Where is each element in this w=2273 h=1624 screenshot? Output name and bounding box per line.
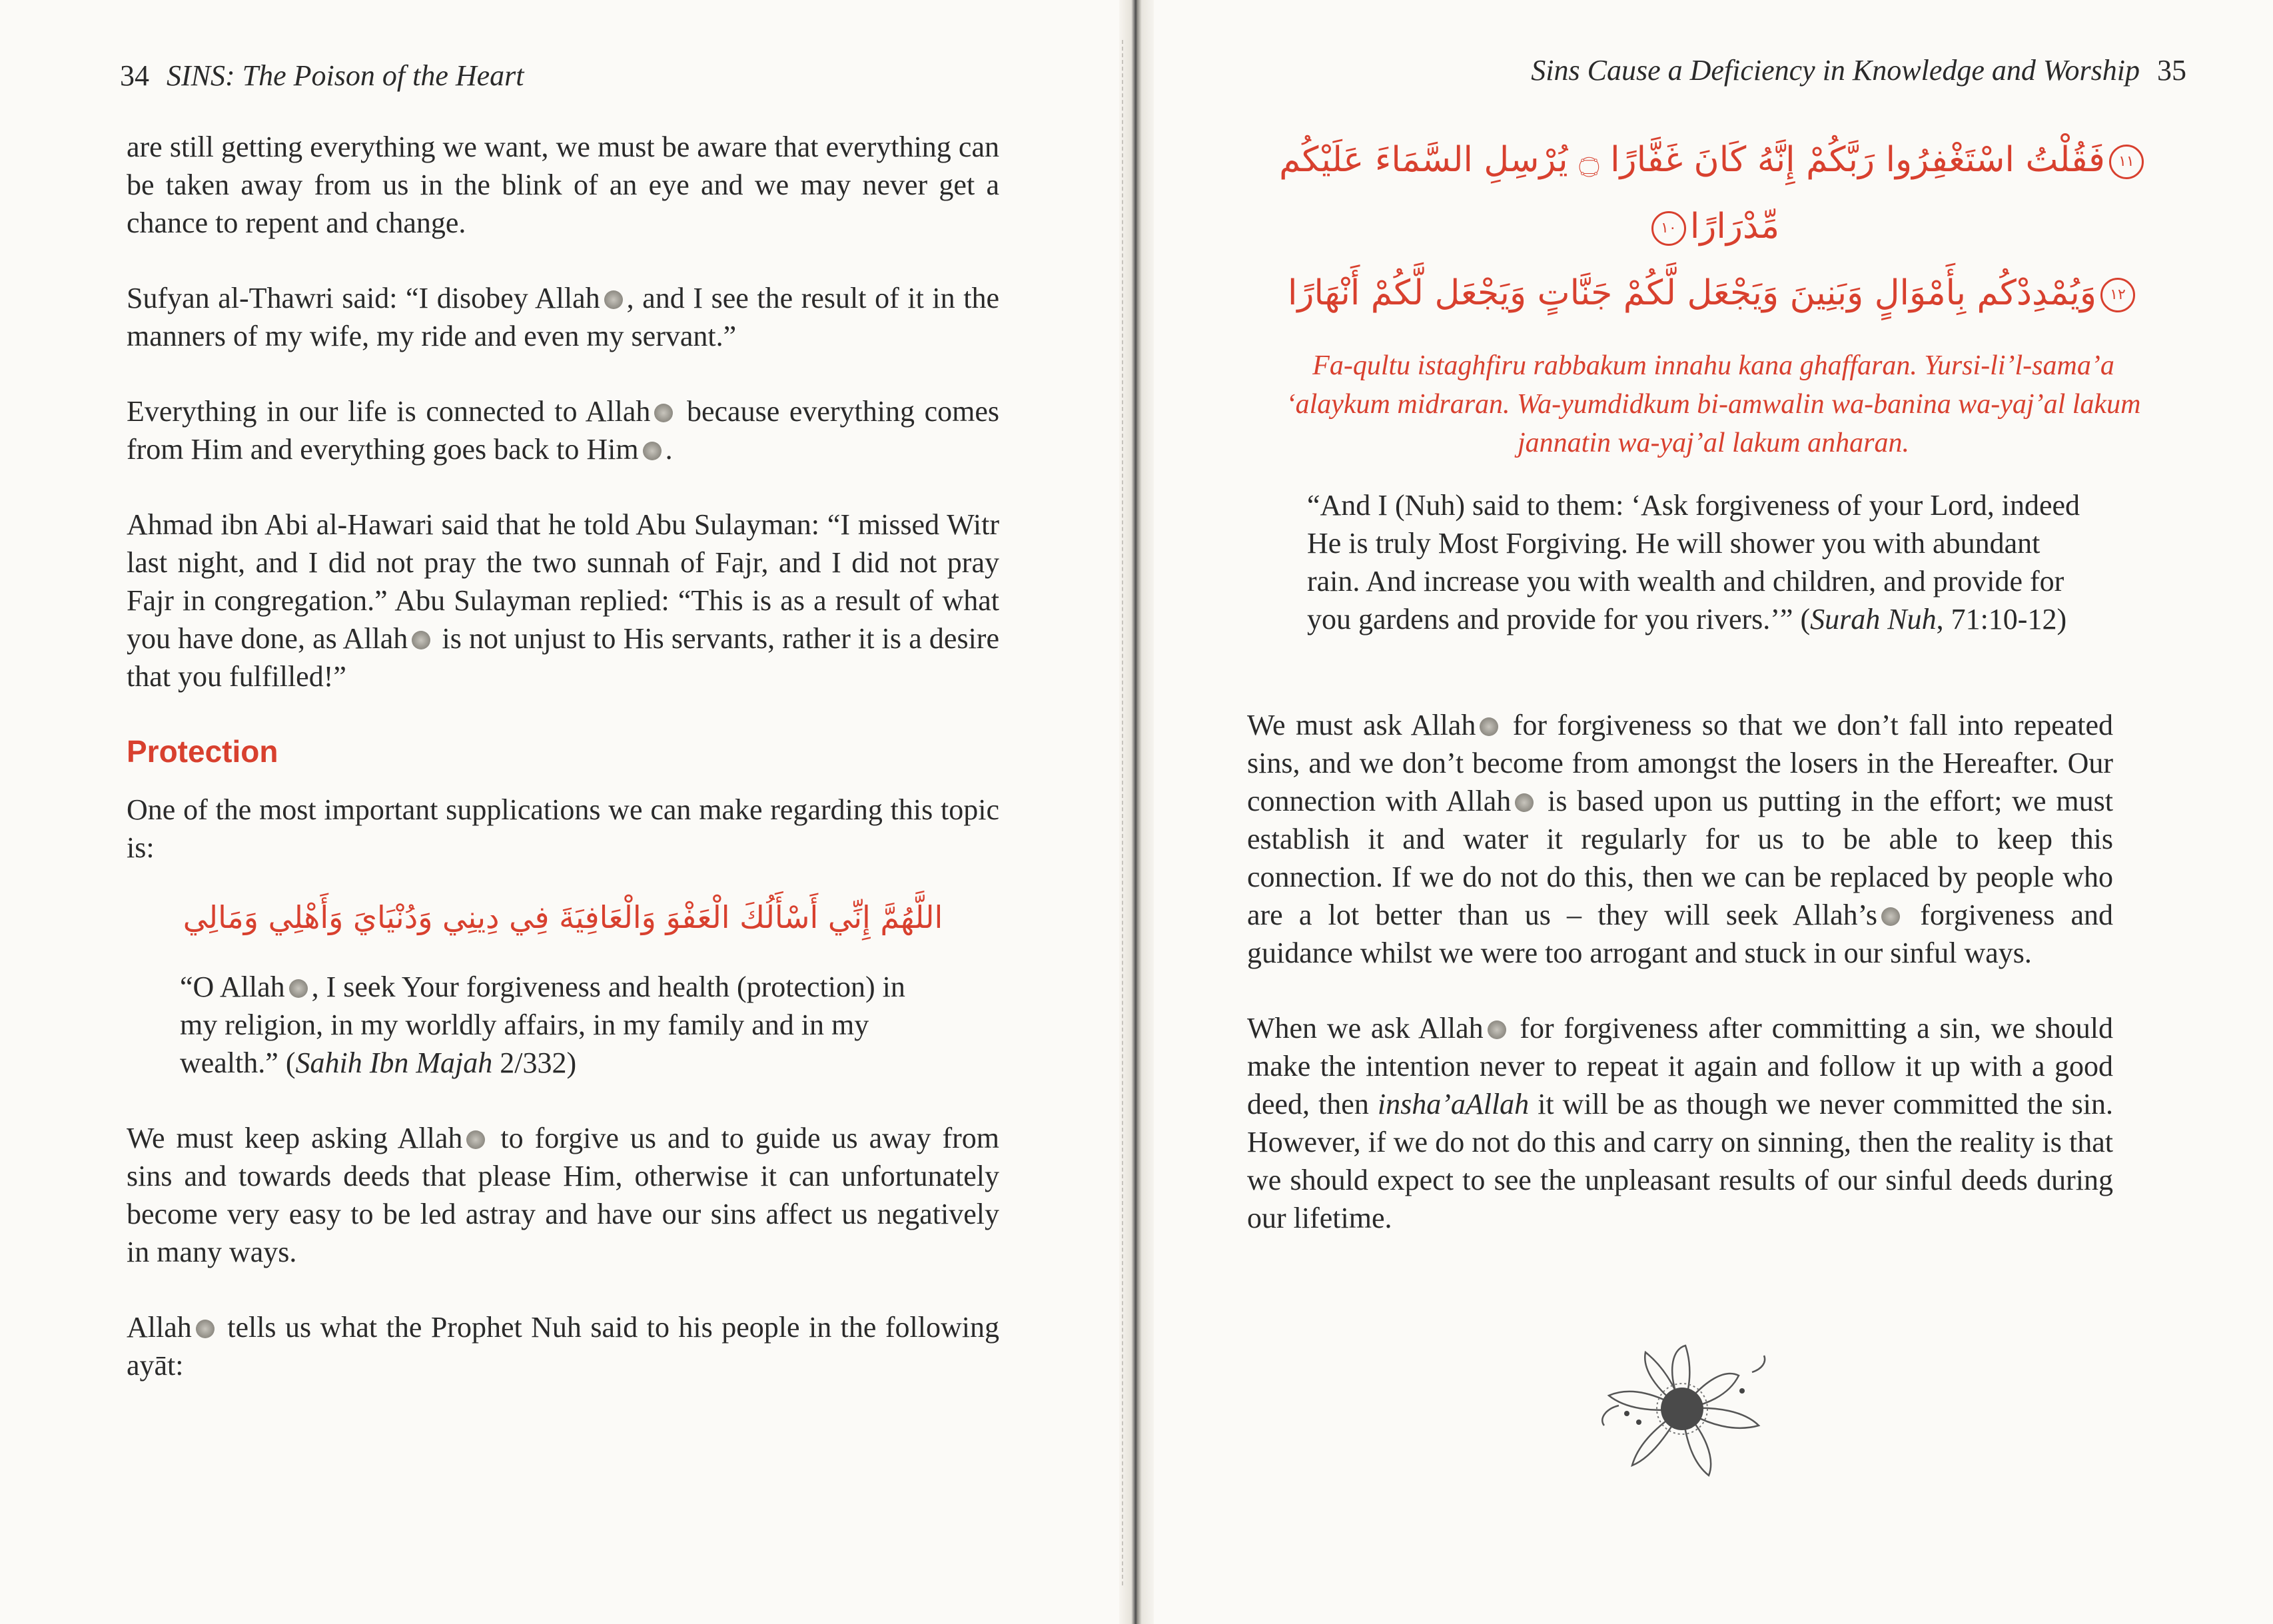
gutter-stitching — [1122, 40, 1124, 1585]
book-gutter — [1119, 0, 1154, 1624]
ayah-number-11: ١١ — [2109, 145, 2144, 179]
transliteration: Fa-qultu istaghfiru rabbakum innahu kana ghaffaran. Yursi-li’l-sama’a ‘alaykum midraran. Wa-yumdidkum bi-amwalin wa-banina wa-yaj’al lakum jannatin wa-yaj’al lakum anharan. — [1286, 350, 2141, 458]
left-paragraph-5: One of the most important supplications we can make regarding this topic is: — [127, 793, 999, 864]
ayah-line-1: ١١فَقُلْتُ اسْتَغْفِرُوا رَبَّكُمْ إِنَّهُ كَانَ غَفَّارًا ۝ يُرْسِلِ السَّمَاءَ عَلَيْكُم مِّدْرَارًا١٠ — [1254, 127, 2173, 260]
left-running-head — [120, 59, 524, 93]
honorific-icon — [654, 404, 673, 422]
left-page — [0, 0, 1133, 1624]
dua-source: Sahih Ibn Majah — [295, 1046, 493, 1079]
left-paragraph-6: We must keep asking Allah to forgive us and to guide us away from sins and towards deeds that please Him, otherwise it can unfortunately become very easy to be led astray and have our sins affect us negatively in many ways. — [127, 1122, 999, 1268]
right-chapter-title: Sins Cause a Deficiency in Knowledge and Worship — [1531, 54, 2140, 87]
honorific-icon — [1515, 793, 1534, 812]
honorific-icon — [466, 1130, 485, 1149]
honorific-icon — [1881, 907, 1900, 926]
honorific-icon — [1480, 717, 1498, 736]
ayah-line-2: ١٢وَيُمْدِدْكُم بِأَمْوَالٍ وَبَنِينَ وَيَجْعَل لَّكُمْ جَنَّاتٍ وَيَجْعَل لَّكُمْ أَنْهَارًا — [1254, 260, 2173, 326]
right-body — [1247, 706, 2113, 1274]
left-paragraph-1: are still getting everything we want, we must be aware that everything can be taken away from us in the blink of an eye and we may never get a chance to repent and change. — [127, 131, 999, 239]
left-book-title: SINS: The Poison of the Heart — [167, 59, 524, 92]
translation-source: Surah Nuh — [1810, 603, 1937, 635]
left-paragraph-7: Allah tells us what the Prophet Nuh said to his people in the following ayāt: — [127, 1311, 999, 1382]
right-paragraph-2: When we ask Allah for forgiveness after committing a sin, we should make the intention never to repeat it again and follow it up with a good deed, then insha’aAllah it will be as though we never committed the sin. However, if we do not do this and carry on sinning, then the reality is that we should expect to see the unpleasant results of our sinful deeds during our lifetime. — [1247, 1012, 2113, 1234]
honorific-icon — [643, 442, 662, 460]
left-paragraph-4: Ahmad ibn Abi al-Hawari said that he told Abu Sulayman: “I missed Witr last night, and I did not pray the two sunnah of Fajr, and I did not pray Fajr in congregation.” Abu Sulayman replied: “This is as a result of what you have done, as Allah is not unjust to His servants, rather it is a desire that you fulfilled!” — [127, 508, 999, 693]
dua-arabic: اللَّهُمَّ إِنِّي أَسْأَلُكَ الْعَفْوَ وَالْعَافِيَةَ فِي دِينِي وَدُنْيَايَ وَأَهْلِي وَمَالِي — [183, 899, 943, 935]
left-body — [127, 128, 999, 1421]
right-page-number: 35 — [2157, 54, 2186, 87]
left-paragraph-2: Sufyan al-Thawri said: “I disobey Allah , and I see the result of it in the manners of my wife, my ride and even my servant.” — [127, 282, 1000, 352]
ayah-translation: “And I (Nuh) said to them: ‘Ask forgiveness of your Lord, indeed He is truly Most Forgiving. He will shower you with abundant rain. And increase you with wealth and children, and provide for you gardens and provide for you rivers.’” (Surah Nuh, 71:10-12) — [1307, 489, 2080, 635]
left-page-number: 34 — [120, 59, 149, 92]
honorific-icon — [1488, 1020, 1506, 1039]
honorific-icon — [412, 631, 430, 649]
right-paragraph-1: We must ask Allah for forgiveness so that we don’t fall into repeated sins, and we don’t become from amongst the losers in the Hereafter. Our connection with Allah is based upon us putting in the effort; we must establish it and water it regularly for us to be able to keep this connection. If we do not do this, then we can be replaced by people who are a lot better than us – they will seek Allah’s forgiveness and guidance whilst we were too arrogant and stuck in our sinful ways. — [1247, 709, 2114, 969]
left-paragraph-3: Everything in our life is connected to Allah because everything comes from Him and everything goes back to Him . — [127, 395, 999, 466]
dua-translation: “O Allah , I seek Your forgiveness and health (protection) in my religion, in my worldly affairs, in my family and in my wealth.” (Sahih Ibn Majah 2/332) — [180, 971, 905, 1079]
right-ayah-block — [1254, 127, 2173, 638]
honorific-icon — [196, 1320, 215, 1338]
flower-ornament-icon — [1592, 1332, 1772, 1485]
section-heading-protection: Protection — [127, 734, 278, 769]
ayah-number-10: ١٠ — [1651, 211, 1686, 246]
honorific-icon — [289, 979, 308, 998]
ayah-number-12: ١٢ — [2100, 278, 2135, 312]
right-running-head — [1531, 53, 2186, 87]
honorific-icon — [604, 290, 623, 309]
